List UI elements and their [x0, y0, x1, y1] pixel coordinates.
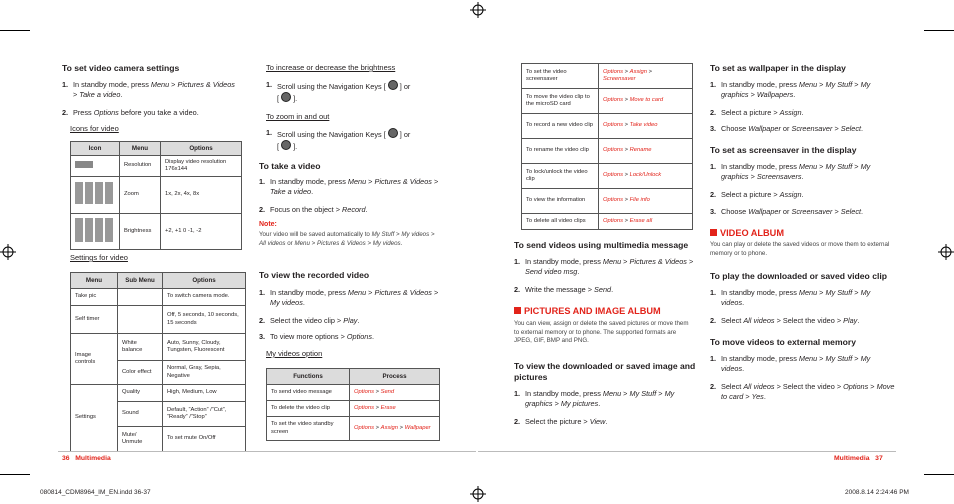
settings-title: Settings for video	[70, 253, 128, 262]
crop-mark	[924, 30, 954, 31]
play-video-title: To play the downloaded or saved video clip	[710, 271, 887, 281]
send-step-2: Write the message > Send.	[525, 285, 614, 294]
crop-mark	[0, 30, 30, 31]
print-date: 2008.8.14 2:24:46 PM	[845, 489, 909, 496]
note-text: Your video will be saved automatically to My Stuff > My videos > All videos or Menu > Pictures & Videos > My videos.	[259, 231, 435, 247]
settings-table: Menu Sub Menu Options Take pic To switch camera mode. Self timer Off, 5 seconds, 10 seconds, 15 seconds Image controls White balance Auto, Sunny, Cloudy, Tungsten, Fluorescent Color effect Normal, Gray, Sepia, Negative Settings Quality High, Medium, Low Sound Default, “Action” /“Cut”, “Ready” /“Stop” Mute/ Unmute To set mute On/Off	[70, 272, 246, 452]
brightness-icon	[75, 218, 113, 242]
navigation-key-icon	[388, 80, 398, 90]
icons-title: Icons for video	[70, 124, 119, 133]
red-square-bullet-icon	[710, 229, 717, 236]
video-album-section-title: VIDEO ALBUM	[710, 228, 784, 238]
registration-mark-icon	[470, 2, 486, 18]
take-video-step-1: In standby mode, press Menu > Pictures & Videos > Take a video.	[270, 177, 439, 196]
video-options-table: To set the video screensaver Options > Assign > Screensaver To move the video clip to the microSD card Options > Move to card To record a new video clip Options > Take video To rename the video clip Options > Rename To lock/unlock the video clip Options > Lock/Unlock To view the information Options > File info To delete all video clips Options > Erase all	[521, 63, 693, 230]
take-video-step-2: Focus on the object > Record.	[270, 205, 368, 214]
move-step-2: Select All videos > Select the video > Options > Move to card > Yes.	[721, 382, 895, 401]
pictures-section-title: PICTURES AND IMAGE ALBUM	[514, 306, 661, 316]
brightness-step: Scroll using the Navigation Keys [ ] or [ ].	[277, 82, 411, 103]
registration-mark-icon	[0, 244, 16, 260]
navigation-key-icon	[281, 140, 291, 150]
view-pictures-title: To view the downloaded or saved image and pictures	[514, 361, 696, 382]
play-step-2: Select All videos > Select the video > Play.	[721, 316, 860, 325]
print-file-name: 080814_CDM8964_IM_EN.indd 36-37	[40, 489, 151, 496]
video-album-desc: You can play or delete the saved videos or move them to external memory or to phone.	[710, 241, 890, 257]
wallpaper-step-2: Select a picture > Assign.	[721, 108, 804, 117]
zoom-title: To zoom in and out	[266, 112, 330, 121]
set-camera-step-1: In standby mode, press Menu > Pictures & Videos > Take a video.	[73, 80, 235, 99]
icons-table: Icon Menu Options Resolution Display video resolution 176x144 Zoom 1x, 2x, 4x, 8x Brightness +2, +1 0 -1, -2	[70, 141, 242, 250]
view-video-step-2: Select the video clip > Play.	[270, 316, 360, 325]
myvideos-title: My videos option	[266, 349, 323, 358]
registration-mark-icon	[470, 486, 486, 502]
zoom-icon	[75, 182, 113, 204]
set-camera-title: To set video camera settings	[62, 63, 180, 73]
view-video-title: To view the recorded video	[259, 270, 370, 280]
navigation-key-icon	[281, 92, 291, 102]
navigation-key-icon	[388, 128, 398, 138]
send-video-title: To send videos using multimedia message	[514, 240, 689, 250]
screensaver-step-3: Choose Wallpaper or Screensaver > Select.	[721, 207, 864, 216]
brightness-title: To increase or decrease the brightness	[266, 63, 396, 72]
screensaver-title: To set as screensaver in the display	[710, 145, 857, 155]
move-video-title: To move videos to external memory	[710, 337, 856, 347]
take-video-title: To take a video	[259, 161, 321, 171]
registration-mark-icon	[938, 244, 954, 260]
pictures-desc: You can view, assign or delete the saved pictures or move them to external memory or to phone. The supported formats are JPEG, GIF, BMP and PNG.	[514, 320, 689, 344]
wallpaper-title: To set as wallpaper in the display	[710, 63, 846, 73]
footer-right: Multimedia 37	[834, 455, 883, 462]
zoom-step: Scroll using the Navigation Keys [ ] or [ ].	[277, 130, 411, 151]
red-square-bullet-icon	[514, 307, 521, 314]
resolution-icon	[75, 161, 93, 168]
send-step-1: In standby mode, press Menu > Pictures & Videos > Send video msg.	[525, 257, 694, 276]
view-video-step-1: In standby mode, press Menu > Pictures & Videos > My videos.	[270, 288, 439, 307]
crop-mark	[924, 474, 954, 475]
wallpaper-step-3: Choose Wallpaper or Screensaver > Select.	[721, 124, 864, 133]
set-camera-step-2: Press Options before you take a video.	[73, 108, 199, 117]
view-video-step-3: To view more options > Options.	[270, 332, 375, 341]
myvideos-table: Functions Process To send video message Options > Send To delete the video clip Options > Erase To set the video standby screen Options > Assign > Wallpaper	[266, 368, 440, 441]
footer-left: 36 Multimedia	[62, 455, 111, 462]
move-step-1: In standby mode, press Menu > My Stuff > My videos.	[721, 354, 871, 373]
wallpaper-step-1: In standby mode, press Menu > My Stuff > My graphics > Wallpapers.	[721, 80, 871, 99]
view-pics-step-1: In standby mode, press Menu > My Stuff > My graphics > My pictures.	[525, 389, 675, 408]
view-pics-step-2: Select the picture > View.	[525, 417, 608, 426]
note-label: Note:	[259, 221, 277, 228]
crop-mark	[0, 474, 30, 475]
screensaver-step-2: Select a picture > Assign.	[721, 190, 804, 199]
play-step-1: In standby mode, press Menu > My Stuff > My videos.	[721, 288, 871, 307]
screensaver-step-1: In standby mode, press Menu > My Stuff > My graphics > Screensavers.	[721, 162, 871, 181]
